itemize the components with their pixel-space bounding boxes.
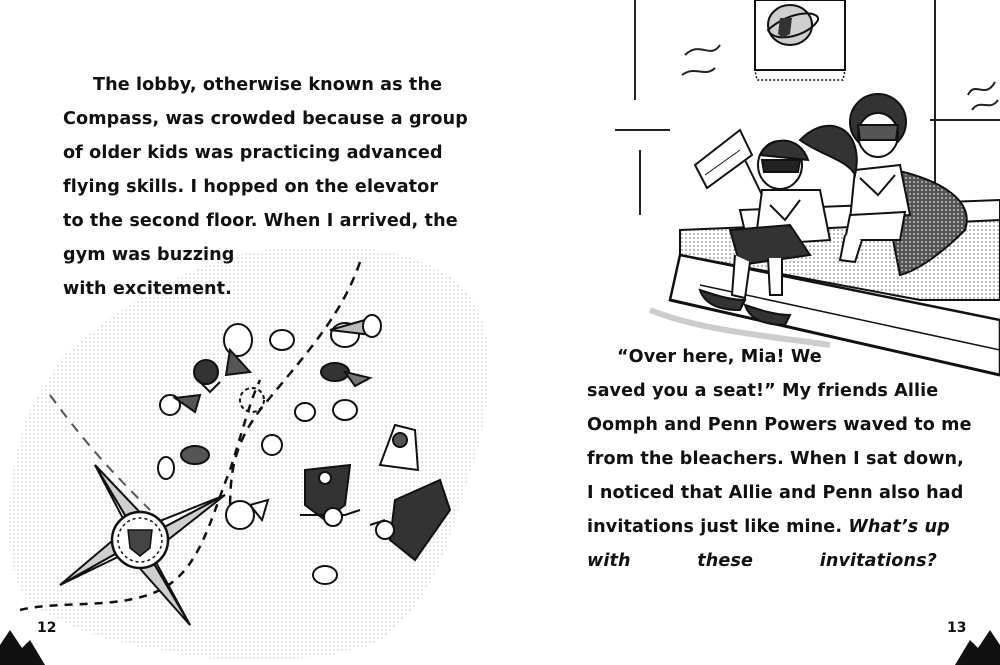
- paragraph-line: with excitement.: [63, 279, 232, 299]
- paragraph-line: Compass, was crowded because a group: [63, 109, 468, 129]
- paragraph-line: to the second floor. When I arrived, the: [63, 211, 458, 231]
- paragraph-line: gym was buzzing: [63, 245, 235, 265]
- paragraph-line: flying skills. I hopped on the elevator: [63, 177, 439, 197]
- paragraph-italic-text: with these invitations?: [587, 551, 937, 571]
- paragraph-line: Oomph and Penn Powers waved to me: [587, 415, 972, 435]
- paragraph-italic-text: What’s up: [848, 517, 950, 537]
- paragraph-line: from the bleachers. When I sat down,: [587, 449, 964, 469]
- paragraph-line: The lobby, otherwise known as the: [93, 75, 443, 95]
- paragraph-line: “Over here, Mia! We: [617, 347, 822, 367]
- page-number-right: 13: [947, 620, 967, 636]
- right-paragraph: [587, 340, 972, 578]
- paragraph-line: of older kids was practicing advanced: [63, 143, 443, 163]
- left-paragraph: [63, 68, 468, 306]
- paragraph-line: I noticed that Allie and Penn also had: [587, 483, 964, 503]
- right-page: [500, 0, 1000, 665]
- hero-banner-icon: [755, 0, 845, 80]
- paragraph-line: [587, 510, 950, 544]
- paragraph-line: saved you a seat!” My friends Allie: [587, 381, 939, 401]
- page-number-left: 12: [37, 620, 57, 636]
- paragraph-text: invitations just like mine.: [587, 517, 843, 537]
